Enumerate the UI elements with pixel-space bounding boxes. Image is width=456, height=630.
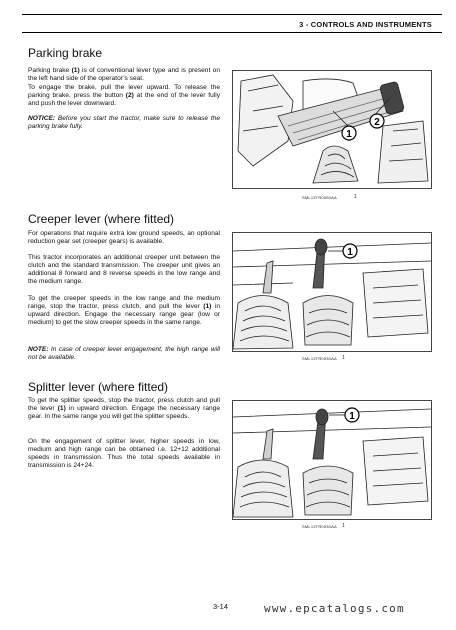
callout-1	[342, 126, 356, 140]
figure-number: 1	[342, 355, 345, 361]
note: NOTE: In case of creeper lever engagement, the high range will not be available.	[28, 346, 220, 361]
paragraph: This tractor incorporates an additional creeper unit between the clutch and the standard transmission. The creeper unit gives an additional 8 forward and 8 reverse speeds in the low range and the medium range.	[28, 254, 220, 285]
figure-splitter-lever	[232, 400, 432, 520]
paragraph: Parking brake (1) is of conventional lever type and is present on the left hand side of the operator’s seat.	[28, 67, 221, 82]
chapter-header: 3 - CONTROLS AND INSTRUMENTS	[299, 20, 432, 29]
splitter-lever-illustration	[233, 401, 431, 519]
paragraph: For operations that require extra low ground speeds, an optional reduction gear set (creeper gears) is available.	[28, 230, 220, 245]
figure-code: SML13TR0030AA	[302, 524, 337, 529]
section-title-parking-brake: Parking brake	[28, 46, 103, 60]
page-number: 3-14	[213, 602, 229, 611]
figure-code: SML13TR0050AA	[302, 195, 337, 200]
svg-text:1: 1	[349, 411, 355, 422]
parking-brake-illustration	[233, 71, 431, 188]
notice: NOTICE: Before you start the tractor, make sure to release the parking brake fully.	[28, 115, 220, 130]
header-rule	[22, 32, 442, 33]
paragraph: To get the creeper speeds in the low range and the medium range, stop the tractor, press clutch, and pull the lever (1) in upward direction. Engage the necessary range gear (low or medium) to get the slow creeper speeds in the same range.	[28, 295, 220, 326]
paragraph: To get the splitter speeds, stop the tractor, press clutch and pull the lever (1) in upward direction. Engage the necessary range gear. In the same range you will get the splitter speeds.	[28, 397, 220, 420]
top-border	[22, 14, 442, 15]
figure-code: SML13TR0030AA	[302, 356, 337, 361]
figure-number: 1	[354, 194, 357, 200]
callout-1	[343, 244, 357, 258]
section-title-splitter-lever: Splitter lever (where fitted)	[28, 380, 169, 394]
figure-parking-brake	[232, 70, 432, 189]
paragraph: To engage the brake, pull the lever upward. To release the parking brake, press the button (2) at the end of the lever fully and push the lever downward.	[28, 84, 220, 107]
creeper-lever-illustration	[233, 233, 431, 351]
figure-number: 1	[342, 523, 345, 529]
callout-1	[345, 408, 359, 422]
svg-text:2: 2	[374, 117, 380, 128]
watermark-website[interactable]: www.epcatalogs.com	[264, 602, 405, 615]
section-title-creeper-lever: Creeper lever (where fitted)	[28, 212, 175, 226]
callout-2	[370, 114, 384, 128]
svg-text:1: 1	[347, 247, 353, 258]
svg-text:1: 1	[346, 129, 352, 140]
paragraph: On the engagement of splitter lever, higher speeds in low, medium and high range can be obtained i.e. 12+12 additional speeds in transmission. Thus the total speeds available in transmission is 24+24.	[28, 438, 220, 469]
figure-creeper-lever	[232, 232, 432, 352]
